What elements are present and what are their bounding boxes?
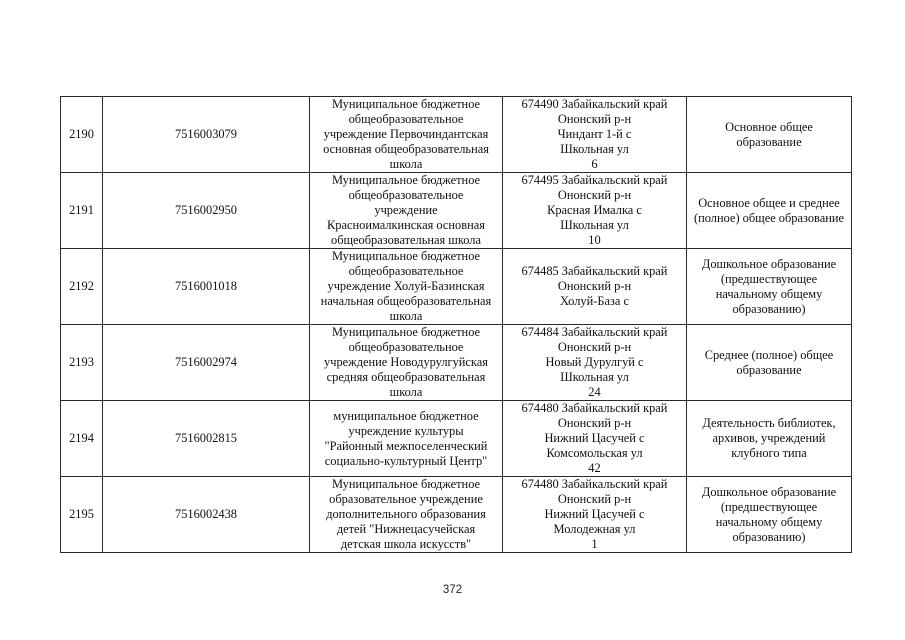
organization-name-cell (310, 401, 503, 477)
address-line: Ононский р-н (557, 416, 632, 430)
table-row (61, 173, 852, 249)
activity-line: (предшествующее (720, 271, 818, 286)
address-cell (503, 173, 687, 249)
address-line: Школьная ул (560, 218, 629, 232)
name-line: Красноималкинская основная (327, 218, 485, 232)
activity-cell (687, 477, 852, 553)
row-number: 2192 (61, 249, 103, 325)
organization-name-cell (310, 97, 503, 173)
address-cell (503, 249, 687, 325)
address-line: 674495 Забайкальский край (521, 173, 668, 187)
name-line: учреждение Первочиндантская (323, 127, 489, 141)
name-line: школа (389, 157, 423, 171)
name-line: учреждение Холуй-Базинская (327, 279, 485, 293)
name-line: Муниципальное бюджетное (331, 173, 481, 187)
name-line: Муниципальное бюджетное (331, 97, 481, 111)
address-line: Красная Ималка с (547, 203, 642, 217)
activity-cell (687, 325, 852, 401)
row-number: 2190 (61, 97, 103, 173)
activity-line: архивов, учреждений (712, 431, 826, 445)
inn-cell: 7516001018 (103, 249, 310, 325)
activity-line: образованию) (732, 301, 806, 316)
address-cell (503, 477, 687, 553)
inn-cell: 7516003079 (103, 97, 310, 173)
activity-cell (687, 97, 852, 173)
name-line: детей "Нижнецасучейская (336, 522, 476, 536)
name-line: учреждение культуры (348, 423, 464, 438)
name-line: детская школа искусств" (340, 537, 472, 551)
address-line: Ононский р-н (557, 112, 632, 126)
row-number: 2195 (61, 477, 103, 553)
name-line: муниципальное бюджетное (333, 408, 479, 423)
name-line: "Районный межпоселенческий (324, 438, 488, 453)
address-line: 674485 Забайкальский край (521, 264, 668, 278)
address-line: 42 (588, 461, 601, 475)
activity-line: Деятельность библиотек, (702, 416, 836, 430)
address-line: 1 (591, 537, 598, 551)
activity-line: Основное общее и среднее (698, 195, 840, 210)
organization-name-cell (310, 477, 503, 553)
address-line: 674480 Забайкальский край (521, 401, 668, 415)
table-row (61, 97, 852, 173)
inn-cell: 7516002438 (103, 477, 310, 553)
address-line: Комсомольская ул (546, 446, 643, 460)
activity-line: (предшествующее (720, 499, 818, 514)
name-line: Муниципальное бюджетное (331, 477, 481, 491)
name-line: школа (389, 385, 423, 399)
address-line: Нижний Цасучей с (544, 507, 645, 521)
address-cell (503, 97, 687, 173)
inn-cell: 7516002950 (103, 173, 310, 249)
organization-name-cell (310, 249, 503, 325)
address-cell (503, 325, 687, 401)
name-line: учреждение Новодурулгуйская (324, 355, 488, 369)
activity-line: Среднее (полное) общее (704, 347, 834, 362)
address-line: Школьная ул (560, 142, 629, 156)
activity-cell (687, 249, 852, 325)
address-cell (503, 401, 687, 477)
address-line: Нижний Цасучей с (544, 431, 645, 445)
activity-cell (687, 401, 852, 477)
activity-line: образованию) (732, 529, 806, 544)
table-row (61, 401, 852, 477)
activity-line: образование (736, 134, 802, 149)
activity-line: начальному общему (715, 514, 823, 529)
name-line: общеобразовательное (348, 112, 464, 126)
address-line: 10 (588, 233, 601, 247)
name-line: образовательное учреждение (329, 492, 483, 506)
activity-line: Основное общее (725, 119, 813, 134)
address-line: Ононский р-н (557, 188, 632, 202)
name-line: общеобразовательная школа (331, 233, 481, 247)
row-number: 2194 (61, 401, 103, 477)
organizations-table (60, 96, 852, 553)
inn-cell: 7516002815 (103, 401, 310, 477)
name-line: общеобразовательное (348, 264, 464, 278)
address-line: Чиндант 1-й с (557, 127, 632, 141)
table-row (61, 249, 852, 325)
address-line: Холуй-База с (560, 294, 629, 308)
activity-line: начальному общему (715, 286, 823, 301)
name-line: учреждение (374, 203, 438, 217)
activity-line: клубного типа (731, 446, 807, 460)
address-line: Ононский р-н (557, 279, 632, 293)
name-line: школа (389, 309, 423, 323)
name-line: основная общеобразовательная (323, 142, 489, 156)
name-line: начальная общеобразовательная (320, 294, 492, 308)
row-number: 2193 (61, 325, 103, 401)
activity-line: образование (736, 362, 802, 377)
activity-cell (687, 173, 852, 249)
name-line: Муниципальное бюджетное (331, 325, 481, 339)
name-line: Муниципальное бюджетное (331, 249, 481, 263)
address-line: 674484 Забайкальский край (521, 325, 668, 339)
name-line: средняя общеобразовательная (326, 370, 486, 384)
address-line: 674480 Забайкальский край (521, 477, 668, 491)
address-line: 674490 Забайкальский край (521, 97, 668, 111)
name-line: дополнительного образования (326, 507, 486, 521)
activity-line: Дошкольное образование (701, 256, 837, 271)
name-line: общеобразовательное (348, 188, 464, 202)
organization-name-cell (310, 325, 503, 401)
address-line: Ононский р-н (557, 340, 632, 354)
page-number: 372 (442, 584, 463, 596)
activity-line: (полное) общее образование (694, 210, 844, 225)
address-line: Молодежная ул (553, 522, 636, 536)
address-line: 6 (591, 157, 598, 171)
activity-line: Дошкольное образование (701, 484, 837, 499)
table-row (61, 325, 852, 401)
address-line: Новый Дурулгуй с (545, 355, 644, 369)
name-line: общеобразовательное (348, 340, 464, 354)
organization-name-cell (310, 173, 503, 249)
name-line: социально-культурный Центр" (324, 453, 488, 468)
row-number: 2191 (61, 173, 103, 249)
inn-cell: 7516002974 (103, 325, 310, 401)
table-row (61, 477, 852, 553)
address-line: Школьная ул (560, 370, 629, 384)
table-body (61, 97, 852, 553)
address-line: 24 (588, 385, 601, 399)
address-line: Ононский р-н (557, 492, 632, 506)
